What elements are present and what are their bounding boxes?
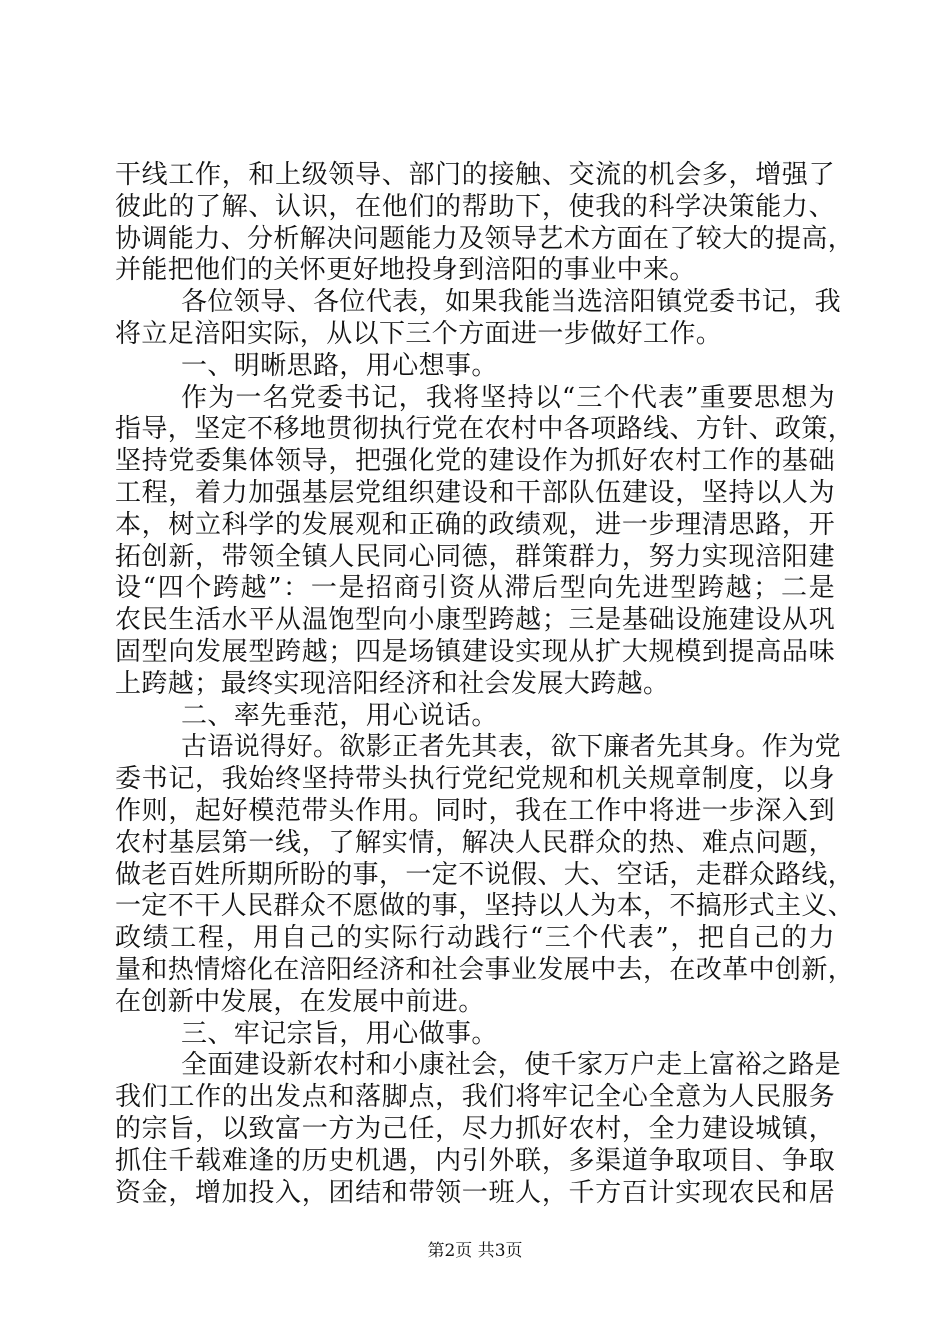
text-line: 农民生活水平从温饱型向小康型跨越；三是基础设施建设从巩 (115, 605, 835, 636)
text-line: 一、明晰思路，用心想事。 (181, 350, 498, 381)
text-line: 本，树立科学的发展观和正确的政绩观，进一步理清思路，开 (115, 509, 835, 540)
text-line: 资金，增加投入，团结和带领一班人，千方百计实现农民和居 (115, 1177, 835, 1208)
text-line: 并能把他们的关怀更好地投身到涪阳的事业中来。 (115, 255, 696, 286)
text-line: 彼此的了解、认识，在他们的帮助下，使我的科学决策能力、 (115, 191, 835, 222)
text-line: 二、率先垂范，用心说话。 (181, 700, 498, 731)
document-body (115, 160, 855, 1209)
text-line: 量和热情熔化在涪阳经济和社会事业发展中去，在改革中创新， (115, 954, 855, 985)
text-line: 三、牢记宗旨，用心做事。 (181, 1018, 498, 1049)
text-line: 全面建设新农村和小康社会，使千家万户走上富裕之路是 (181, 1050, 842, 1081)
text-line: 将立足涪阳实际，从以下三个方面进一步做好工作。 (115, 318, 723, 349)
text-line: 拓创新，带领全镇人民同心同德，群策群力，努力实现涪阳建 (115, 541, 835, 572)
text-line: 农村基层第一线，了解实情，解决人民群众的热、难点问题， (115, 827, 835, 858)
text-line: 作为一名党委书记，我将坚持以“三个代表”重要思想为 (181, 382, 835, 413)
text-line: 设“四个跨越”：一是招商引资从滞后型向先进型跨越；二是 (115, 573, 835, 604)
text-line: 上跨越；最终实现涪阳经济和社会发展大跨越。 (115, 668, 670, 699)
text-line: 的宗旨，以致富一方为己任，尽力抓好农村，全力建设城镇， (115, 1113, 835, 1144)
text-line: 固型向发展型跨越；四是场镇建设实现从扩大规模到提高品味 (115, 636, 835, 667)
text-line: 做老百姓所期所盼的事，一定不说假、大、空话，走群众路线， (115, 859, 855, 890)
text-line: 在创新中发展，在发展中前进。 (115, 986, 485, 1017)
text-line: 我们工作的出发点和落脚点，我们将牢记全心全意为人民服务 (115, 1082, 835, 1113)
text-line: 协调能力、分析解决问题能力及领导艺术方面在了较大的提高， (115, 223, 855, 254)
text-line: 作则，起好模范带头作用。同时，我在工作中将进一步深入到 (115, 795, 835, 826)
text-line: 干线工作，和上级领导、部门的接触、交流的机会多，增强了 (115, 160, 835, 190)
text-line: 古语说得好。欲影正者先其表，欲下廉者先其身。作为党 (181, 732, 842, 763)
text-line: 指导，坚定不移地贯彻执行党在农村中各项路线、方针、政策， (115, 414, 855, 445)
text-line: 一定不干人民群众不愿做的事，坚持以人为本，不搞形式主义、 (115, 891, 855, 922)
text-line: 工程，着力加强基层党组织建设和干部队伍建设，坚持以人为 (115, 477, 835, 508)
text-line: 坚持党委集体领导，把强化党的建设作为抓好农村工作的基础 (115, 446, 835, 477)
text-line: 委书记，我始终坚持带头执行党纪党规和机关规章制度，以身 (115, 764, 835, 795)
page-footer: 第2页 共3页 (427, 1241, 523, 1261)
text-line: 各位领导、各位代表，如果我能当选涪阳镇党委书记，我 (181, 287, 842, 318)
text-line: 抓住千载难逢的历史机遇，内引外联，多渠道争取项目、争取 (115, 1145, 835, 1176)
text-line: 政绩工程，用自己的实际行动践行“三个代表”，把自己的力 (115, 923, 835, 954)
